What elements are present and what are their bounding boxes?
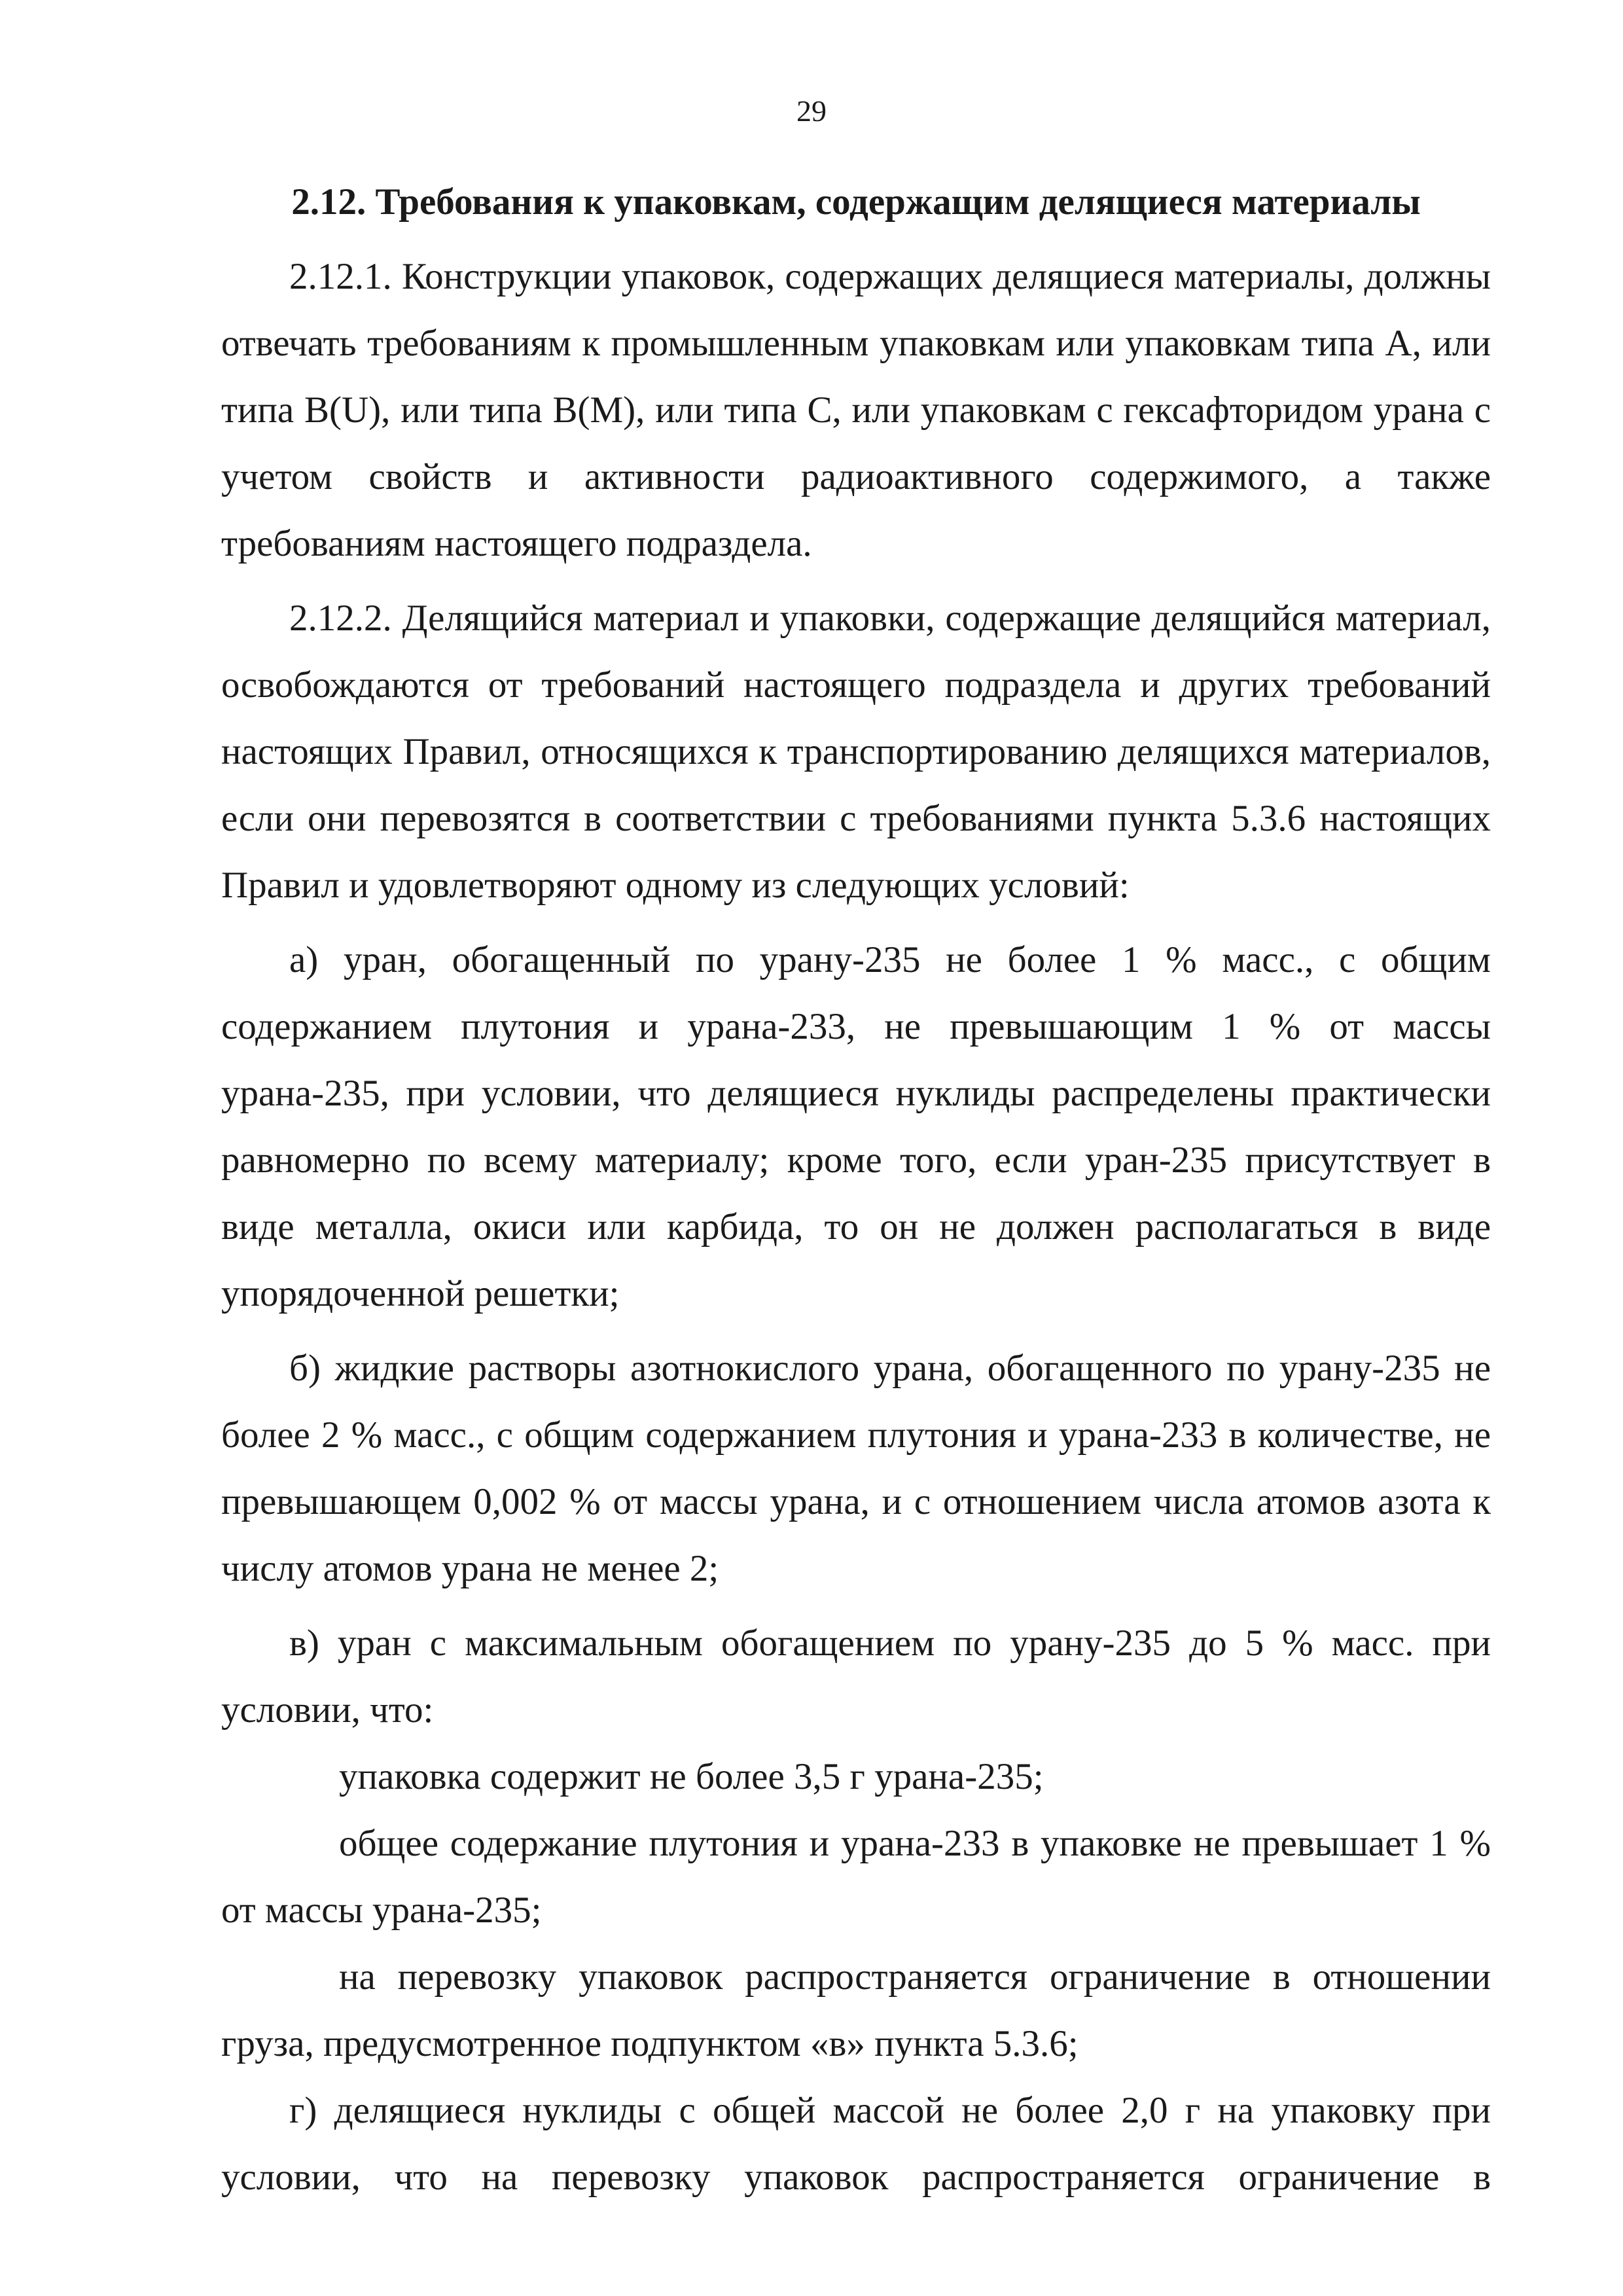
- paragraph-2-12-2: 2.12.2. Делящийся материал и упаковки, содержащие делящийся материал, освобождаются от требований настоящего подраздела и других требований настоящих Правил, относящихся к транспортированию делящихся материалов, если они перевозятся в соответствии с требованиями пункта 5.3.6 настоящих Правил и удовлетворяют одному из следующих условий:: [221, 598, 1491, 906]
- list-item-v-condition-1: упаковка содержит не более 3,5 г урана-235;: [339, 1756, 1044, 1797]
- list-item-g: г) делящиеся нуклиды с общей массой не более 2,0 г на упаковку при условии, что на перевозку упаковок распространяется ограничение в: [221, 2090, 1491, 2198]
- list-item-v-condition-2: общее содержание плутония и урана-233 в упаковке не превышает 1 % от массы урана-235;: [221, 1823, 1491, 1931]
- page-number: 29: [796, 94, 827, 128]
- list-item-a: а) уран, обогащенный по урану-235 не более 1 % масс., с общим содержанием плутония и урана-233, не превышающим 1 % от массы урана-235, при условии, что делящиеся нуклиды распределены практически равномерно по всему материалу; кроме того, если уран-235 присутствует в виде металла, окиси или карбида, то он не должен располагаться в виде упорядоченной решетки;: [221, 939, 1491, 1314]
- document-body: [221, 169, 1491, 2219]
- paragraph-2-12-1: 2.12.1. Конструкции упаковок, содержащих делящиеся материалы, должны отвечать требованиям к промышленным упаковкам или упаковкам типа А, или типа B(U), или типа B(M), или типа С, или упаковкам с гексафторидом урана с учетом свойств и активности радиоактивного содержимого, а также требованиям настоящего подраздела.: [221, 256, 1491, 564]
- section-heading: 2.12. Требования к упаковкам, содержащим делящиеся материалы: [291, 181, 1421, 223]
- list-item-v: в) уран с максимальным обогащением по урану-235 до 5 % масс. при условии, что:: [221, 1623, 1491, 1731]
- list-item-v-condition-3: на перевозку упаковок распространяется ограничение в отношении груза, предусмотренное подпунктом «в» пункта 5.3.6;: [221, 1956, 1491, 2064]
- list-item-b: б) жидкие растворы азотнокислого урана, обогащенного по урану-235 не более 2 % масс., с общим содержанием плутония и урана-233 в количестве, не превышающем 0,002 % от массы урана, и с отношением числа атомов азота к числу атомов урана не менее 2;: [221, 1348, 1491, 1589]
